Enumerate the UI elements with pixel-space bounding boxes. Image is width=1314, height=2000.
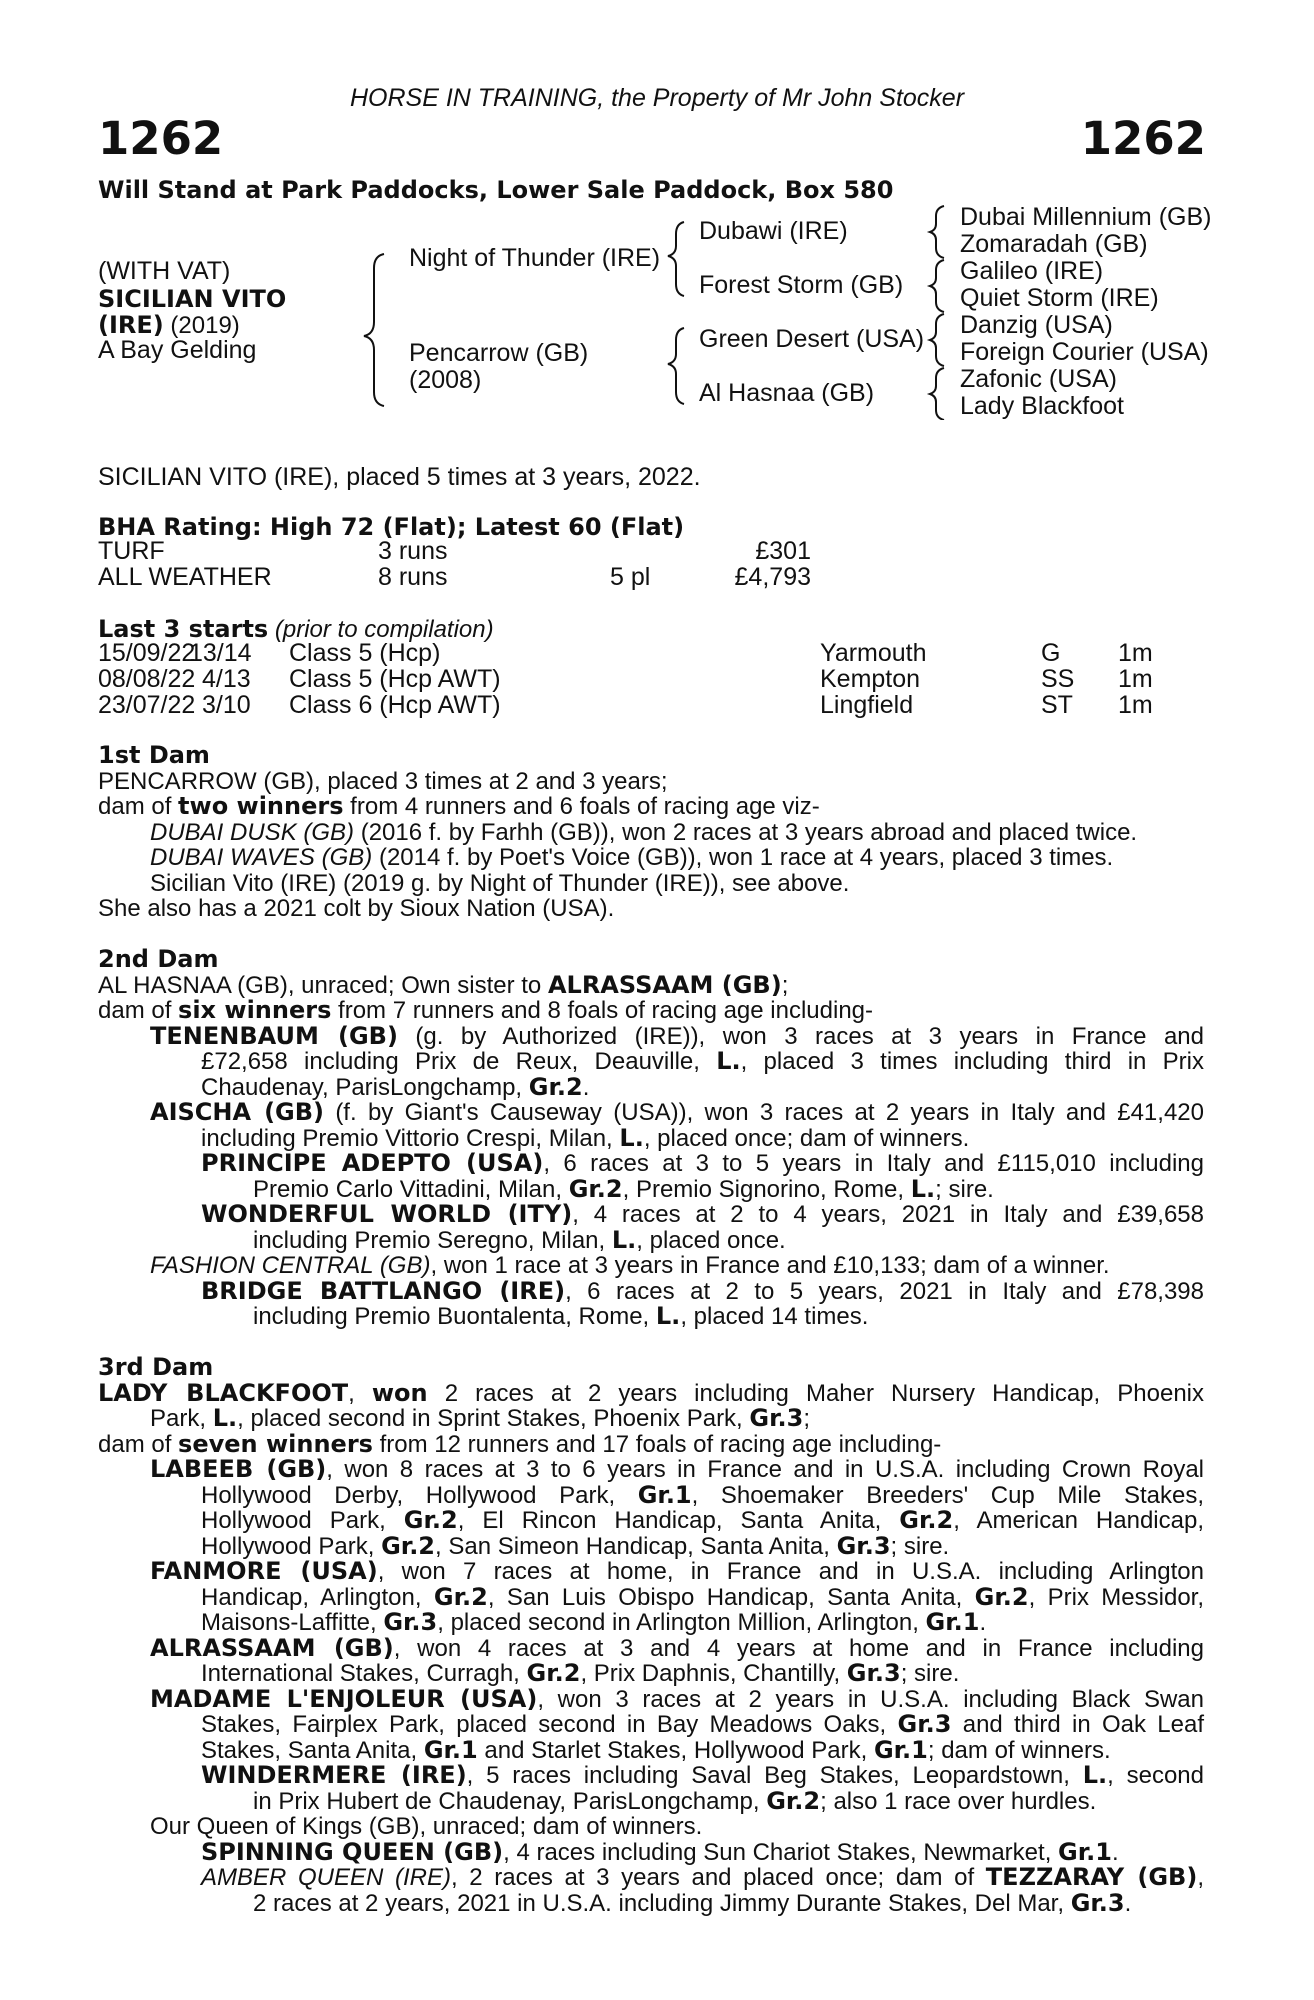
dam-line: dam of seven winners from 12 runners and 17 foals of racing age including- <box>98 1429 942 1458</box>
pedigree-dam-dam: Al Hasnaa (GB) <box>699 379 875 407</box>
start-position: 13/14 <box>189 639 252 667</box>
start-position: 4/13 <box>202 665 251 693</box>
start-distance: 1m <box>1118 639 1153 667</box>
progeny-line: including Premio Seregno, Milan, L., placed once. <box>253 1225 786 1254</box>
dam-line: dam of two winners from 4 runners and 6 foals of racing age viz- <box>98 792 820 820</box>
progeny-line: Our Queen of Kings (GB), unraced; dam of winners. <box>150 1813 703 1840</box>
start-course: Kempton <box>820 665 921 693</box>
pedigree-ddd: Lady Blackfoot <box>960 392 1124 420</box>
start-course: Yarmouth <box>820 639 927 667</box>
pedigree-sdd: Quiet Storm (IRE) <box>960 284 1159 312</box>
rating-runs: 3 runs <box>378 537 448 565</box>
start-course: Lingfield <box>820 691 914 719</box>
progeny-line: Sicilian Vito (IRE) (2019 g. by Night of Thunder (IRE)), see above. <box>150 869 850 897</box>
progeny-line: DUBAI DUSK (GB) (2016 f. by Farhh (GB)), won 2 races at 3 years abroad and placed twice. <box>150 818 1138 846</box>
rating-title: BHA Rating: High 72 (Flat); Latest 60 (Flat) <box>98 513 685 541</box>
start-race: Class 6 (Hcp AWT) <box>289 691 501 719</box>
progeny-line: FASHION CENTRAL (GB), won 1 race at 3 years in France and £10,133; dam of a winner. <box>150 1252 1110 1279</box>
property-line: HORSE IN TRAINING, the Property of Mr John Stocker <box>349 84 965 112</box>
vat-label: (WITH VAT) <box>98 257 231 285</box>
progeny-line: FANMORE (USA), won 7 races at home, in France and in U.S.A. including Arlington <box>150 1557 1205 1585</box>
start-date: 15/09/22 <box>98 639 196 667</box>
pedigree-sire: Night of Thunder (IRE) <box>409 244 661 272</box>
section-heading: 2nd Dam <box>98 945 219 973</box>
dam-line: She also has a 2021 colt by Sioux Nation (USA). <box>98 895 615 922</box>
rating-placed: 5 pl <box>610 563 651 591</box>
rating-surface: TURF <box>98 537 165 565</box>
progeny-line: Stakes, Fairplex Park, placed second in Bay Meadows Oaks, Gr.3 and third in Oak Leaf <box>201 1710 1204 1738</box>
stand-line: Will Stand at Park Paddocks, Lower Sale Paddock, Box 580 <box>98 176 894 204</box>
section-heading: 3rd Dam <box>98 1353 214 1381</box>
summary-line: SICILIAN VITO (IRE), placed 5 times at 3 years, 2022. <box>98 463 701 491</box>
start-date: 23/07/22 <box>98 691 196 719</box>
start-distance: 1m <box>1118 691 1153 719</box>
progeny-line: 2 races at 2 years, 2021 in U.S.A. including Jimmy Durante Stakes, Del Mar, Gr.3. <box>253 1888 1132 1917</box>
rating-earnings: £301 <box>755 537 811 565</box>
third-dam-section <box>98 1355 1204 1916</box>
start-distance: 1m <box>1118 665 1153 693</box>
start-going: G <box>1041 639 1061 667</box>
rating-earnings: £4,793 <box>734 563 811 591</box>
start-race: Class 5 (Hcp AWT) <box>289 665 501 693</box>
progeny-line: LABEEB (GB), won 8 races at 3 to 6 years in France and in U.S.A. including Crown Royal <box>150 1455 1204 1483</box>
dam-line: Park, L., placed second in Sprint Stakes, Phoenix Park, Gr.3; <box>150 1404 811 1432</box>
progeny-line: Handicap, Arlington, Gr.2, San Luis Obispo Handicap, Santa Anita, Gr.2, Prix Messidor, <box>201 1582 1205 1611</box>
dam-line: dam of six winners from 7 runners and 8 foals of racing age including- <box>98 996 874 1024</box>
pedigree-sss: Dubai Millennium (GB) <box>960 203 1212 231</box>
pedigree-dds: Zafonic (USA) <box>960 365 1117 393</box>
progeny-line: including Premio Vittorio Crespi, Milan, L., placed once; dam of winners. <box>201 1123 970 1152</box>
last-starts-title: Last 3 starts (prior to compilation) <box>98 615 494 643</box>
rating-runs: 8 runs <box>378 563 448 591</box>
pedigree-dam: Pencarrow (GB) <box>409 339 589 367</box>
start-position: 3/10 <box>202 691 251 719</box>
progeny-line: DUBAI WAVES (GB) (2014 f. by Poet's Voice (GB)), won 1 race at 4 years, placed 3 times. <box>150 844 1114 871</box>
pedigree-ssd: Zomaradah (GB) <box>960 230 1148 258</box>
horse-origin-year: (IRE) (2019) <box>98 311 240 339</box>
progeny-line: AMBER QUEEN (IRE), 2 races at 3 years and placed once; dam of TEZZARAY (GB), <box>201 1863 1204 1891</box>
second-dam-section <box>98 947 1204 1330</box>
start-date: 08/08/22 <box>98 665 196 693</box>
pedigree-dam-year: (2008) <box>409 366 482 394</box>
lot-number-right: 1262 <box>1080 112 1206 165</box>
progeny-line: SPINNING QUEEN (GB), 4 races including Sun Chariot Stakes, Newmarket, Gr.1. <box>201 1837 1119 1866</box>
progeny-line: ALRASSAAM (GB), won 4 races at 3 and 4 years at home and in France including <box>150 1633 1205 1662</box>
start-race: Class 5 (Hcp) <box>289 639 441 667</box>
pedigree-dsd: Foreign Courier (USA) <box>960 338 1209 366</box>
progeny-line: WONDERFUL WORLD (ITY), 4 races at 2 to 4 years, 2021 in Italy and £39,658 <box>201 1200 1204 1228</box>
progeny-line: including Premio Buontalenta, Rome, L., placed 14 times. <box>253 1302 869 1330</box>
lot-number-left: 1262 <box>98 112 224 165</box>
progeny-line: WINDERMERE (IRE), 5 races including Saval Beg Stakes, Leopardstown, L., second <box>201 1761 1204 1789</box>
progeny-line: Chaudenay, ParisLongchamp, Gr.2. <box>201 1072 590 1101</box>
pedigree-dam-sire: Green Desert (USA) <box>699 325 925 353</box>
progeny-line: BRIDGE BATTLANGO (IRE), 6 races at 2 to 5 years, 2021 in Italy and £78,398 <box>201 1276 1205 1305</box>
progeny-line: £72,658 including Prix de Reux, Deauville, L., placed 3 times including third in Prix <box>201 1047 1205 1075</box>
start-going: ST <box>1041 691 1073 719</box>
pedigree-sds: Galileo (IRE) <box>960 257 1104 285</box>
progeny-line: International Stakes, Curragh, Gr.2, Prix Daphnis, Chantilly, Gr.3; sire. <box>201 1659 960 1687</box>
dam-line: PENCARROW (GB), placed 3 times at 2 and 3 years; <box>98 767 668 795</box>
horse-name: SICILIAN VITO <box>98 285 287 313</box>
dam-line: LADY BLACKFOOT, won 2 races at 2 years including Maher Nursery Handicap, Phoenix <box>98 1378 1205 1407</box>
horse-description: A Bay Gelding <box>98 336 257 364</box>
pedigree-sire-sire: Dubawi (IRE) <box>699 217 848 245</box>
progeny-line: PRINCIPE ADEPTO (USA), 6 races at 3 to 5 years in Italy and £115,010 including <box>201 1149 1204 1177</box>
progeny-line: Premio Carlo Vittadini, Milan, Gr.2, Premio Signorino, Rome, L.; sire. <box>253 1174 994 1203</box>
progeny-line: Hollywood Park, Gr.2, El Rincon Handicap, Santa Anita, Gr.2, American Handicap, <box>201 1506 1204 1534</box>
pedigree-dss: Danzig (USA) <box>960 311 1113 339</box>
section-heading: 1st Dam <box>98 741 210 769</box>
progeny-line: AISCHA (GB) (f. by Giant's Causeway (USA)), won 3 races at 2 years in Italy and £41,420 <box>150 1098 1204 1126</box>
pedigree-sire-dam: Forest Storm (GB) <box>699 271 904 299</box>
start-going: SS <box>1041 665 1075 693</box>
progeny-line: Hollywood Park, Gr.2, San Simeon Handicap, Santa Anita, Gr.3; sire. <box>201 1531 950 1560</box>
progeny-line: Stakes, Santa Anita, Gr.1 and Starlet Stakes, Hollywood Park, Gr.1; dam of winners. <box>201 1735 1111 1764</box>
progeny-line: in Prix Hubert de Chaudenay, ParisLongchamp, Gr.2; also 1 race over hurdles. <box>253 1786 1097 1815</box>
first-dam-section <box>98 743 1204 922</box>
progeny-line: Maisons-Laffitte, Gr.3, placed second in Arlington Million, Arlington, Gr.1. <box>201 1608 987 1636</box>
dam-line: AL HASNAA (GB), unraced; Own sister to ALRASSAAM (GB); <box>98 970 789 999</box>
progeny-line: MADAME L'ENJOLEUR (USA), won 3 races at 2 years in U.S.A. including Black Swan <box>150 1684 1204 1713</box>
rating-surface: ALL WEATHER <box>98 563 272 591</box>
progeny-line: Hollywood Derby, Hollywood Park, Gr.1, Shoemaker Breeders' Cup Mile Stakes, <box>201 1480 1204 1509</box>
progeny-line: TENENBAUM (GB) (g. by Authorized (IRE)), won 3 races at 3 years in France and <box>150 1021 1204 1050</box>
